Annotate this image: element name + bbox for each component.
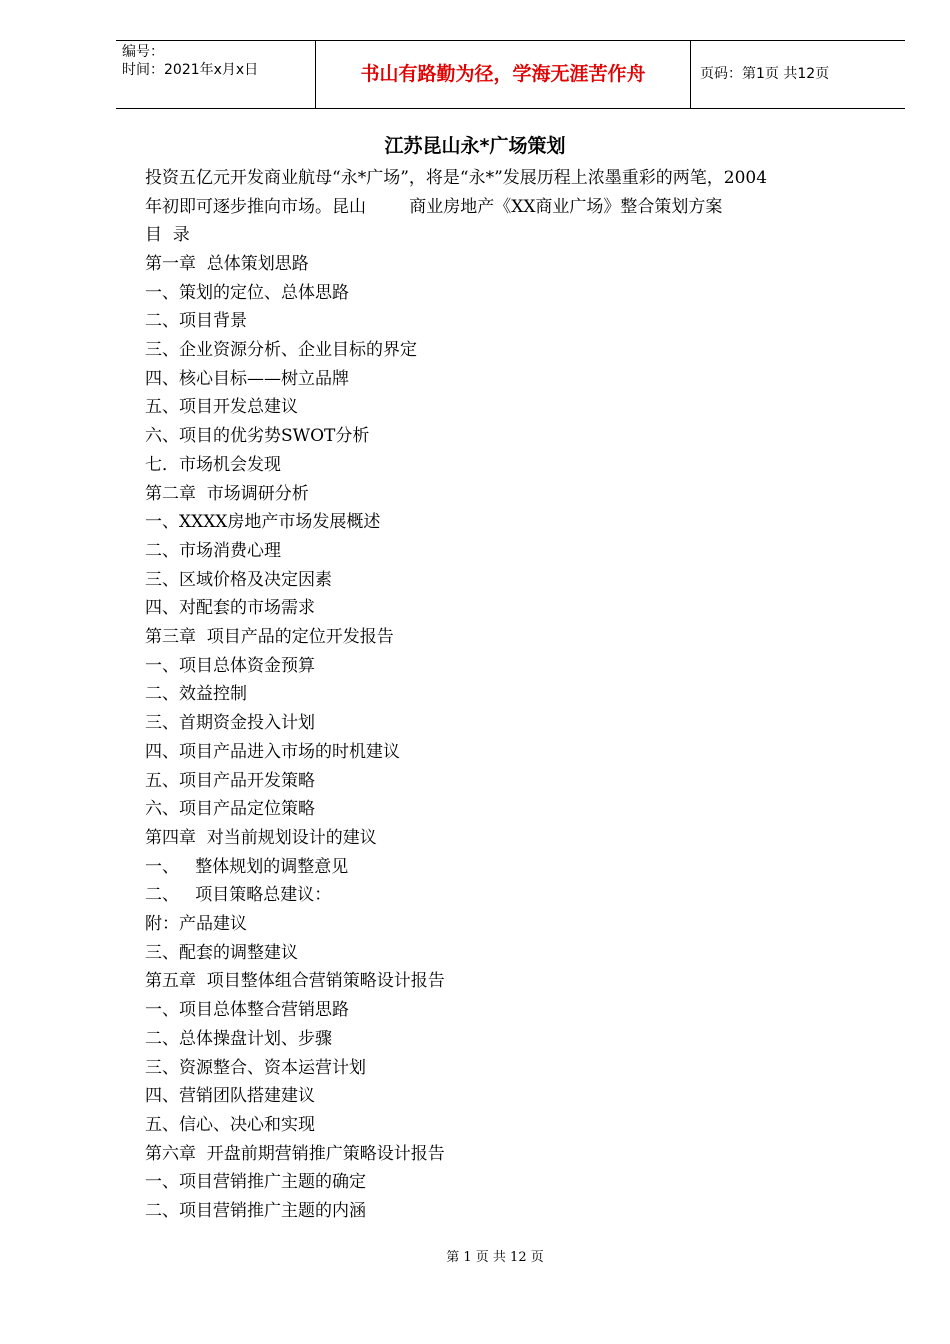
- intro-line-2: 年初即可逐步推向市场。昆山 商业房地产《XX商业广场》整合策划方案: [145, 196, 723, 217]
- header-meta: [116, 41, 316, 108]
- page-footer: 第 1 页 共 12 页: [446, 1250, 544, 1265]
- toc-item: 三、首期资金投入计划: [145, 713, 315, 734]
- toc-item: 四、核心目标——树立品牌: [145, 368, 349, 389]
- toc-item: 第四章 对当前规划设计的建议: [145, 827, 377, 848]
- toc-item: 一、XXXX房地产市场发展概述: [145, 512, 381, 533]
- toc-item: 第六章 开盘前期营销推广策略设计报告: [145, 1143, 445, 1164]
- toc-item: 四、对配套的市场需求: [145, 598, 315, 619]
- toc-item: 第二章 市场调研分析: [145, 483, 309, 504]
- toc-item: 五、信心、决心和实现: [145, 1114, 315, 1135]
- toc-item: 六、项目的优劣势SWOT分析: [145, 426, 370, 447]
- intro-paragraph: [145, 164, 865, 221]
- toc-item: 二、项目营销推广主题的内涵: [145, 1201, 366, 1222]
- toc-item: 五、项目产品开发策略: [145, 770, 315, 791]
- toc-item: 二、市场消费心理: [145, 540, 281, 561]
- toc-item: 四、项目产品进入市场的时机建议: [145, 741, 400, 762]
- toc-item: 第一章 总体策划思路: [145, 253, 309, 274]
- header-page-info: 页码：第1页 共12页: [700, 66, 830, 82]
- toc-item: 二、项目背景: [145, 311, 247, 332]
- table-of-contents: [145, 221, 865, 1226]
- toc-item: 二、总体操盘计划、步骤: [145, 1028, 332, 1049]
- toc-item: 七．市场机会发现: [145, 454, 281, 475]
- toc-item: 三、配套的调整建议: [145, 942, 298, 963]
- toc-item: 一、 整体规划的调整意见: [145, 856, 349, 877]
- toc-item: 一、项目总体资金预算: [145, 655, 315, 676]
- toc-item: 一、项目总体整合营销思路: [145, 1000, 349, 1021]
- toc-heading: 目 录: [145, 225, 190, 246]
- toc-item: 第五章 项目整体组合营销策略设计报告: [145, 971, 445, 992]
- toc-item: 一、项目营销推广主题的确定: [145, 1172, 366, 1193]
- header-motto: 书山有路勤为径，学海无涯苦作舟: [316, 41, 691, 108]
- number-label: 编号：: [122, 44, 164, 60]
- page-header: [116, 40, 905, 109]
- toc-item: 三、区域价格及决定因素: [145, 569, 332, 590]
- toc-item: 附：产品建议: [145, 914, 247, 935]
- toc-item: 第三章 项目产品的定位开发报告: [145, 627, 394, 648]
- toc-item: 二、 项目策略总建议：: [145, 885, 332, 906]
- toc-item: 三、资源整合、资本运营计划: [145, 1057, 366, 1078]
- toc-item: 二、效益控制: [145, 684, 247, 705]
- time-label: 时间：2021年x月x日: [122, 62, 259, 78]
- document-title: 江苏昆山永*广场策划: [384, 135, 566, 157]
- document-body: [145, 164, 865, 1226]
- toc-item: 三、企业资源分析、企业目标的界定: [145, 340, 417, 360]
- toc-item: 一、策划的定位、总体思路: [145, 282, 349, 303]
- toc-item: 六、项目产品定位策略: [145, 799, 315, 820]
- intro-line-1: 投资五亿元开发商业航母“永*广场”，将是“永*”发展历程上浓墨重彩的两笔，2004: [145, 168, 768, 188]
- toc-item: 四、营销团队搭建建议: [145, 1086, 315, 1107]
- toc-item: 五、项目开发总建议: [145, 397, 298, 418]
